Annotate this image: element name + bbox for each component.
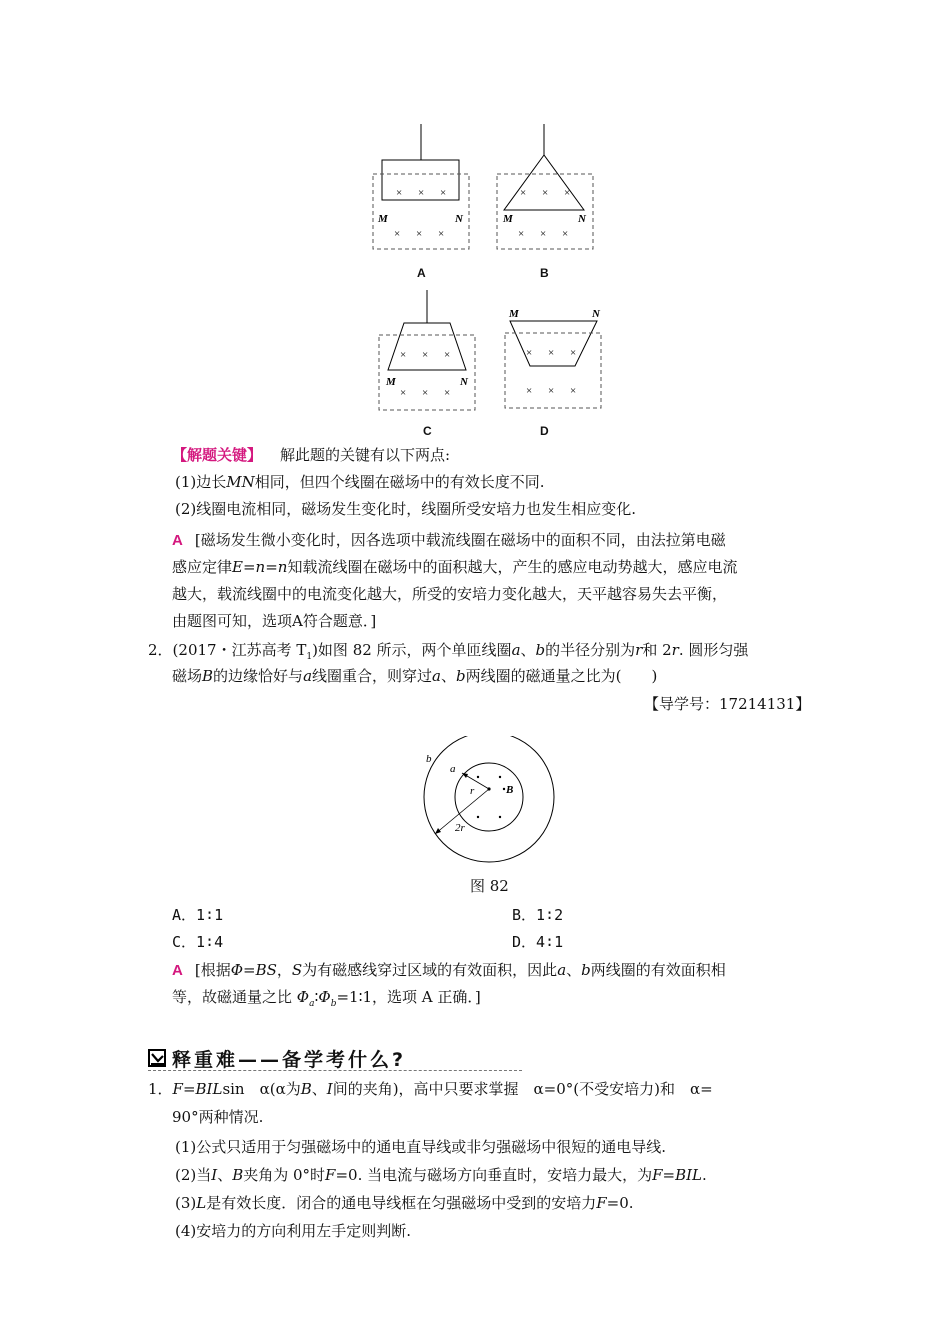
- field-cross: ×: [418, 187, 425, 199]
- svg-text:×: ×: [548, 347, 555, 359]
- svg-text:×: ×: [548, 385, 555, 397]
- key-point-1: (1)边长MN相同，但四个线圈在磁场中的有效长度不同.: [175, 473, 545, 491]
- svg-text:×: ×: [422, 387, 429, 399]
- loop-c-diagram: [379, 290, 475, 410]
- svg-text:×: ×: [526, 347, 533, 359]
- svg-text:N: N: [578, 213, 586, 225]
- label-r: r: [470, 785, 475, 797]
- svg-text:×: ×: [564, 187, 571, 199]
- circles-figure: [410, 736, 580, 870]
- caption-c: C: [423, 424, 432, 438]
- key-line: [172, 445, 450, 465]
- svg-text:M: M: [386, 376, 396, 388]
- svg-text:×: ×: [540, 228, 547, 240]
- label-n: N: [455, 213, 463, 225]
- option-c: C．1∶4: [172, 933, 224, 951]
- key-point-2: (2)线圈电流相同，磁场发生变化时，线圈所受安培力也发生相应变化.: [175, 500, 637, 518]
- explanation-1-line-3: 越大，载流线圈中的电流变化越大，所受的安培力变化越大，天平越容易失去平衡，: [172, 585, 728, 603]
- field-cross: ×: [396, 187, 403, 199]
- label-field-b: B: [506, 784, 514, 796]
- label-b: b: [426, 753, 432, 765]
- svg-text:N: N: [592, 308, 600, 320]
- field-cross: ×: [416, 228, 423, 240]
- explanation-1-line-1: A [磁场发生微小变化时，因各选项中载流线圈在磁场中的面积不同，由法拉第电磁: [172, 531, 726, 549]
- section-title: 释重难——备学考什么?: [172, 1049, 407, 1071]
- svg-text:×: ×: [444, 387, 451, 399]
- note-item-4: (4)安培力的方向利用左手定则判断.: [175, 1222, 412, 1240]
- pencil-check-icon: [148, 1049, 166, 1067]
- label-a: a: [450, 763, 456, 775]
- note-1-line-1: 1．F=BILsin α(α为B、I间的夹角)，高中只要求掌握 α=0°(不受安培力)和 α=: [148, 1080, 713, 1098]
- coil-a-circle: [455, 763, 523, 831]
- explanation-1-line-4: 由题图可知，选项A符合题意．]: [172, 612, 377, 630]
- svg-text:×: ×: [526, 385, 533, 397]
- field-cross: ×: [440, 187, 447, 199]
- option-d: D．4∶1: [512, 933, 564, 951]
- loop-a-diagram: [373, 124, 469, 249]
- svg-text:×: ×: [400, 349, 407, 361]
- note-item-2: (2)当I、B夹角为 0°时F=0. 当电流与磁场方向垂直时，安培力最大，为F=BIL.: [175, 1166, 707, 1184]
- question-2-line-1: 2．(2017・江苏高考 $T_1$)如图 82 所示，两个单匝线圈a、b的半径分别为r和 2r. 圆形匀强: [148, 641, 749, 662]
- svg-text:×: ×: [542, 187, 549, 199]
- note-item-1: (1)公式只适用于匀强磁场中的通电直导线或非匀强磁场中很短的通电导线.: [175, 1138, 667, 1156]
- loop-b-diagram: [497, 124, 593, 249]
- field-dot: [499, 816, 501, 818]
- field-dot: [477, 776, 479, 778]
- svg-text:×: ×: [518, 228, 525, 240]
- key-intro: 解此题的关键有以下两点:: [280, 446, 451, 464]
- svg-text:×: ×: [422, 349, 429, 361]
- loops-figure: [360, 120, 620, 440]
- coil-b-circle: [424, 736, 554, 862]
- option-a: A．1∶1: [172, 906, 224, 924]
- caption-b: B: [540, 266, 549, 280]
- field-dot: [503, 788, 505, 790]
- label-2r: 2r: [455, 822, 465, 834]
- svg-text:×: ×: [570, 385, 577, 397]
- section-header: [148, 1045, 522, 1071]
- svg-text:×: ×: [520, 187, 527, 199]
- note-1-line-2: 90°两种情况.: [172, 1108, 264, 1126]
- question-2-line-2: 磁场B的边缘恰好与a线圈重合，则穿过a、b两线圈的磁通量之比为( ): [172, 667, 658, 685]
- svg-text:×: ×: [400, 387, 407, 399]
- svg-text:×: ×: [570, 347, 577, 359]
- figure-82-caption: 图 82: [470, 877, 509, 895]
- field-cross: ×: [438, 228, 445, 240]
- caption-a: A: [417, 266, 426, 280]
- svg-text:×: ×: [562, 228, 569, 240]
- svg-text:×: ×: [444, 349, 451, 361]
- explanation-2-line-1: A [根据Φ=BS，S为有磁感线穿过区域的有效面积，因此a、b两线圈的有效面积相: [172, 961, 726, 979]
- answer-badge: A: [172, 532, 183, 549]
- svg-text:N: N: [460, 376, 468, 388]
- guide-number: 【导学号：17214131】: [644, 695, 811, 713]
- field-cross: ×: [394, 228, 401, 240]
- field-dot: [499, 776, 501, 778]
- key-tag: 【解题关键】: [172, 446, 263, 464]
- explanation-1-line-2: 感应定律E=n=n知载流线圈在磁场中的面积越大，产生的感应电动势越大，感应电流: [172, 558, 738, 576]
- svg-text:M: M: [503, 213, 513, 225]
- note-item-3: (3)L是有效长度．闭合的通电导线框在匀强磁场中受到的安培力F=0.: [175, 1194, 634, 1212]
- svg-text:M: M: [509, 308, 519, 320]
- label-m: M: [378, 213, 388, 225]
- caption-d: D: [540, 424, 549, 438]
- explanation-2-line-2: 等，故磁通量之比 $\Phi_a∶\Phi_b=1∶1$，选项 A 正确．]: [172, 988, 481, 1009]
- loop-d-diagram: [505, 308, 601, 408]
- field-dot: [477, 816, 479, 818]
- option-b: B．1∶2: [512, 906, 564, 924]
